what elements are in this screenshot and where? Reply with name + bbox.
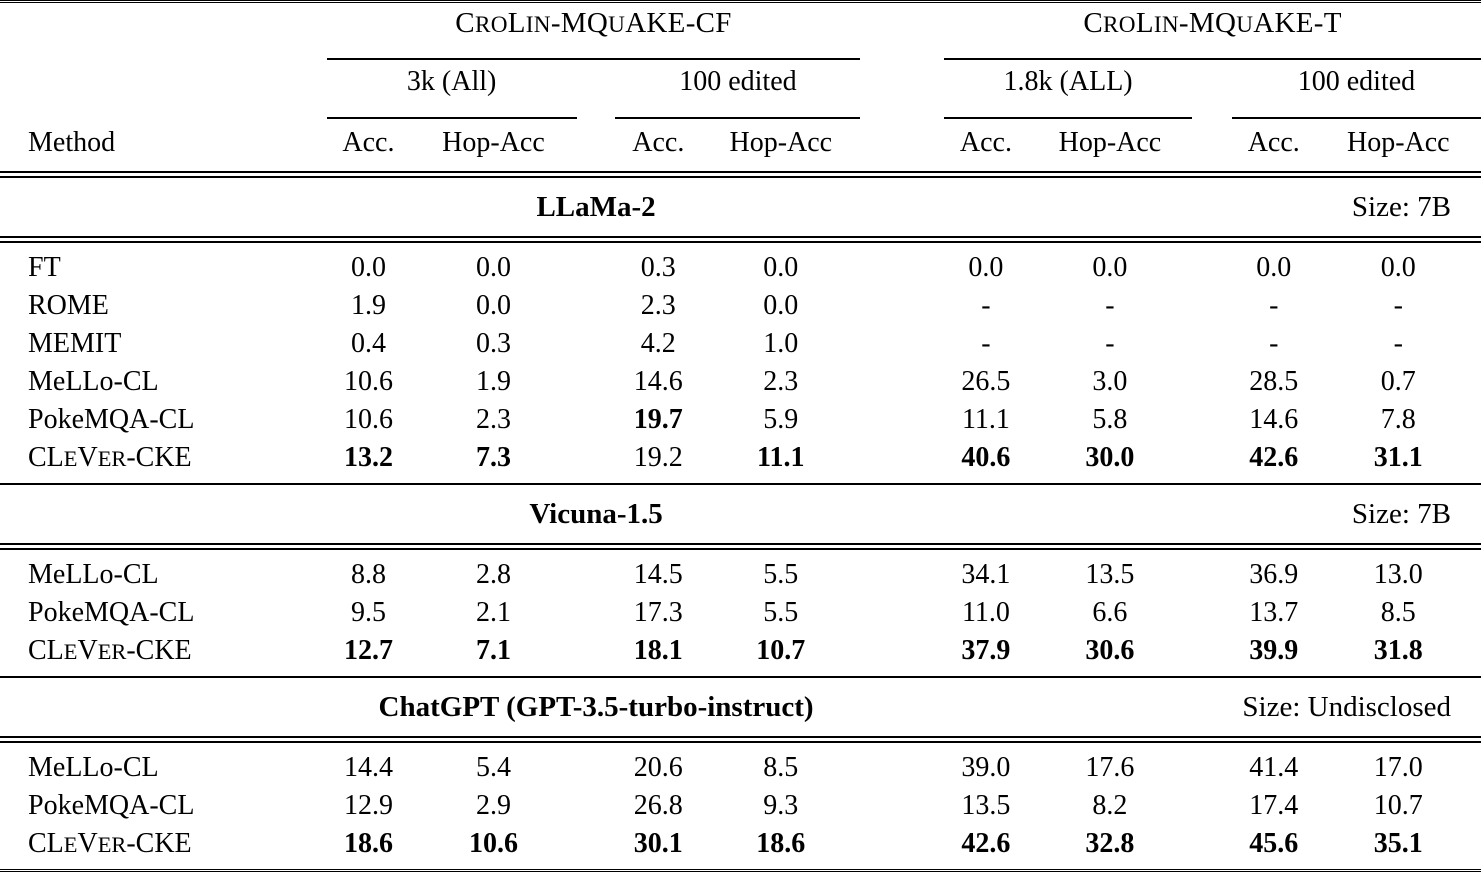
cell-t-edited-acc: - — [1232, 287, 1316, 325]
section-model-name: ChatGPT (GPT-3.5-turbo-instruct) — [0, 677, 1192, 737]
smallcap-segment: U — [608, 12, 625, 38]
cell-t-all-hopacc: 32.8 — [1028, 825, 1192, 871]
section-model-size: Size: 7B — [1192, 177, 1481, 237]
cell-t-all-acc: 37.9 — [944, 632, 1028, 676]
row-gap-2 — [860, 363, 944, 401]
subset-cf-edited: 100 edited — [615, 59, 860, 104]
row-gap-3 — [1192, 825, 1232, 871]
cell-cf-edited-hopacc: 5.9 — [701, 401, 860, 439]
cell-cf-all-acc: 0.4 — [327, 325, 411, 363]
cell-cf-edited-hopacc: 9.3 — [701, 787, 860, 825]
section-header-row — [0, 484, 1481, 544]
row-gap-2 — [860, 401, 944, 439]
column-header-cf-edited-acc: Acc. — [615, 118, 701, 172]
cell-cf-edited-acc: 19.7 — [615, 401, 701, 439]
row-gap-1 — [577, 242, 616, 287]
cell-t-all-acc: 11.0 — [944, 594, 1028, 632]
subset-t-all: 1.8k (ALL) — [944, 59, 1192, 104]
cell-t-edited-acc: 39.9 — [1232, 632, 1316, 676]
row-gap-2 — [860, 594, 944, 632]
cell-cf-edited-hopacc: 11.1 — [701, 439, 860, 483]
section-model-size: Size: Undisclosed — [1192, 677, 1481, 737]
method-label: CLEVER-CKE — [0, 825, 327, 871]
dataset-gap — [860, 2, 944, 46]
table-row — [0, 242, 1481, 287]
cell-cf-edited-hopacc: 5.5 — [701, 594, 860, 632]
header-gap-1 — [577, 118, 616, 172]
cell-cf-all-acc: 12.9 — [327, 787, 411, 825]
cell-cf-edited-hopacc: 8.5 — [701, 742, 860, 787]
section-header-row — [0, 677, 1481, 737]
row-gap-3 — [1192, 287, 1232, 325]
cell-cf-edited-acc: 20.6 — [615, 742, 701, 787]
table-row — [0, 742, 1481, 787]
row-gap-3 — [1192, 742, 1232, 787]
cell-cf-all-hopacc: 2.9 — [410, 787, 576, 825]
cell-cf-all-hopacc: 2.3 — [410, 401, 576, 439]
section-model-name: Vicuna-1.5 — [0, 484, 1192, 544]
row-gap-1 — [577, 787, 616, 825]
cell-t-all-hopacc: 13.5 — [1028, 549, 1192, 594]
cell-cf-all-acc: 10.6 — [327, 401, 411, 439]
cell-t-edited-hopacc: - — [1316, 287, 1481, 325]
method-label: PokeMQA-CL — [0, 787, 327, 825]
cell-t-edited-hopacc: 0.7 — [1316, 363, 1481, 401]
header-gap-2 — [860, 118, 944, 172]
cell-t-edited-acc: 36.9 — [1232, 549, 1316, 594]
smallcap-segment: RO — [1103, 12, 1136, 38]
cell-t-edited-hopacc: 13.0 — [1316, 549, 1481, 594]
cell-cf-edited-acc: 14.6 — [615, 363, 701, 401]
cell-cf-edited-acc: 18.1 — [615, 632, 701, 676]
cell-t-edited-hopacc: 31.1 — [1316, 439, 1481, 483]
table-row — [0, 287, 1481, 325]
row-gap-2 — [860, 742, 944, 787]
table-row — [0, 439, 1481, 483]
row-gap-2 — [860, 787, 944, 825]
cell-cf-all-acc: 13.2 — [327, 439, 411, 483]
cell-t-edited-acc: 13.7 — [1232, 594, 1316, 632]
cell-t-edited-acc: - — [1232, 325, 1316, 363]
column-header-t-all-acc: Acc. — [944, 118, 1028, 172]
column-header-t-edited-acc: Acc. — [1232, 118, 1316, 172]
cell-cf-all-acc: 10.6 — [327, 363, 411, 401]
method-label: MeLLo-CL — [0, 742, 327, 787]
table-row — [0, 594, 1481, 632]
cell-t-all-acc: 13.5 — [944, 787, 1028, 825]
section-model-size: Size: 7B — [1192, 484, 1481, 544]
cell-cf-edited-hopacc: 5.5 — [701, 549, 860, 594]
method-label: MeLLo-CL — [0, 363, 327, 401]
cell-t-edited-acc: 45.6 — [1232, 825, 1316, 871]
cell-t-all-acc: 42.6 — [944, 825, 1028, 871]
cell-cf-all-acc: 8.8 — [327, 549, 411, 594]
empty-corner-2 — [0, 59, 327, 104]
row-gap-1 — [577, 363, 616, 401]
cell-cf-all-acc: 14.4 — [327, 742, 411, 787]
method-label: PokeMQA-CL — [0, 401, 327, 439]
rule-gap-mid — [860, 45, 944, 59]
row-gap-3 — [1192, 787, 1232, 825]
cell-t-edited-acc: 28.5 — [1232, 363, 1316, 401]
cell-t-edited-hopacc: 7.8 — [1316, 401, 1481, 439]
cell-t-all-acc: 11.1 — [944, 401, 1028, 439]
column-header-cf-edited-hopacc: Hop-Acc — [701, 118, 860, 172]
cell-cf-edited-hopacc: 1.0 — [701, 325, 860, 363]
table-row — [0, 825, 1481, 871]
row-gap-1 — [577, 549, 616, 594]
cell-t-edited-acc: 17.4 — [1232, 787, 1316, 825]
cell-t-all-hopacc: 8.2 — [1028, 787, 1192, 825]
column-header-method: Method — [0, 118, 327, 172]
table-row — [0, 363, 1481, 401]
subrule-cf-edited — [615, 104, 860, 118]
cell-t-all-hopacc: - — [1028, 325, 1192, 363]
cell-cf-all-hopacc: 0.3 — [410, 325, 576, 363]
method-label: MeLLo-CL — [0, 549, 327, 594]
row-gap-1 — [577, 825, 616, 871]
method-label: CLEVER-CKE — [0, 439, 327, 483]
subset-gap-3 — [1192, 59, 1232, 104]
smallcap-segment: RO — [475, 12, 508, 38]
row-gap-1 — [577, 401, 616, 439]
method-label: ROME — [0, 287, 327, 325]
row-gap-3 — [1192, 632, 1232, 676]
header-gap-3 — [1192, 118, 1232, 172]
cell-cf-all-hopacc: 0.0 — [410, 242, 576, 287]
subrule-cf-all — [327, 104, 577, 118]
table-row — [0, 401, 1481, 439]
row-gap-1 — [577, 594, 616, 632]
cell-t-edited-hopacc: 31.8 — [1316, 632, 1481, 676]
column-header-cf-all-hopacc: Hop-Acc — [410, 118, 576, 172]
cell-t-all-hopacc: 17.6 — [1028, 742, 1192, 787]
row-gap-2 — [860, 439, 944, 483]
cell-t-edited-hopacc: - — [1316, 325, 1481, 363]
subset-t-edited: 100 edited — [1232, 59, 1481, 104]
row-gap-1 — [577, 439, 616, 483]
row-gap-3 — [1192, 549, 1232, 594]
cell-t-edited-acc: 14.6 — [1232, 401, 1316, 439]
subrule-gap-3 — [1192, 104, 1232, 118]
cell-cf-all-hopacc: 7.1 — [410, 632, 576, 676]
table-row — [0, 325, 1481, 363]
cell-t-all-acc: 40.6 — [944, 439, 1028, 483]
cell-cf-edited-acc: 14.5 — [615, 549, 701, 594]
row-gap-3 — [1192, 325, 1232, 363]
method-label: FT — [0, 242, 327, 287]
row-gap-1 — [577, 632, 616, 676]
cell-t-all-hopacc: - — [1028, 287, 1192, 325]
cell-t-all-hopacc: 0.0 — [1028, 242, 1192, 287]
row-gap-1 — [577, 742, 616, 787]
cell-cf-edited-hopacc: 2.3 — [701, 363, 860, 401]
table-row — [0, 549, 1481, 594]
cell-t-all-acc: 39.0 — [944, 742, 1028, 787]
subrule-t-all — [944, 104, 1192, 118]
cell-cf-all-hopacc: 0.0 — [410, 287, 576, 325]
section-model-name: LLaMa-2 — [0, 177, 1192, 237]
row-gap-3 — [1192, 594, 1232, 632]
row-gap-3 — [1192, 242, 1232, 287]
cell-t-all-hopacc: 6.6 — [1028, 594, 1192, 632]
cell-cf-edited-hopacc: 18.6 — [701, 825, 860, 871]
cell-t-all-acc: 0.0 — [944, 242, 1028, 287]
empty-corner — [0, 2, 327, 46]
cell-cf-all-hopacc: 2.8 — [410, 549, 576, 594]
cell-cf-all-hopacc: 10.6 — [410, 825, 576, 871]
dataset-title-crolin-mquake-cf: CROLIN-MQUAKE-CF — [327, 2, 861, 46]
cell-cf-all-acc: 0.0 — [327, 242, 411, 287]
section-header-row — [0, 177, 1481, 237]
cell-t-all-acc: 26.5 — [944, 363, 1028, 401]
row-gap-3 — [1192, 363, 1232, 401]
cell-t-edited-hopacc: 17.0 — [1316, 742, 1481, 787]
method-label: PokeMQA-CL — [0, 594, 327, 632]
cell-cf-all-hopacc: 5.4 — [410, 742, 576, 787]
row-gap-2 — [860, 287, 944, 325]
metric-header-row — [0, 118, 1481, 172]
cell-cf-all-acc: 1.9 — [327, 287, 411, 325]
row-gap-1 — [577, 287, 616, 325]
rule-crolin-mquake-cf — [327, 45, 861, 59]
subrule-t-edited — [1232, 104, 1481, 118]
rule-crolin-mquake-t — [944, 45, 1481, 59]
cell-cf-edited-acc: 19.2 — [615, 439, 701, 483]
cell-cf-edited-hopacc: 0.0 — [701, 287, 860, 325]
cell-t-edited-hopacc: 10.7 — [1316, 787, 1481, 825]
subrule-gap-1 — [577, 104, 616, 118]
cell-cf-all-acc: 12.7 — [327, 632, 411, 676]
dataset-title-crolin-mquake-t: CROLIN-MQUAKE-T — [944, 2, 1481, 46]
row-gap-2 — [860, 325, 944, 363]
row-gap-2 — [860, 242, 944, 287]
row-gap-2 — [860, 825, 944, 871]
cell-t-edited-acc: 42.6 — [1232, 439, 1316, 483]
row-gap-1 — [577, 325, 616, 363]
table-row — [0, 787, 1481, 825]
subset-gap-2 — [860, 59, 944, 104]
subrule-gap-0 — [0, 104, 327, 118]
cell-t-edited-acc: 41.4 — [1232, 742, 1316, 787]
method-label: CLEVER-CKE — [0, 632, 327, 676]
cell-t-edited-acc: 0.0 — [1232, 242, 1316, 287]
cell-cf-all-acc: 18.6 — [327, 825, 411, 871]
column-header-t-edited-hopacc: Hop-Acc — [1316, 118, 1481, 172]
cell-cf-edited-acc: 2.3 — [615, 287, 701, 325]
cell-t-all-hopacc: 3.0 — [1028, 363, 1192, 401]
row-gap-3 — [1192, 401, 1232, 439]
dataset-group-rule-row — [0, 45, 1481, 59]
subset-cf-all: 3k (All) — [327, 59, 577, 104]
method-label: MEMIT — [0, 325, 327, 363]
cell-cf-all-hopacc: 2.1 — [410, 594, 576, 632]
cell-t-all-hopacc: 5.8 — [1028, 401, 1192, 439]
column-header-t-all-hopacc: Hop-Acc — [1028, 118, 1192, 172]
row-gap-2 — [860, 632, 944, 676]
cell-t-all-acc: - — [944, 287, 1028, 325]
smallcap-segment: U — [1236, 12, 1253, 38]
subrule-gap-2 — [860, 104, 944, 118]
dataset-title-row — [0, 2, 1481, 46]
row-gap-2 — [860, 549, 944, 594]
cell-cf-edited-acc: 26.8 — [615, 787, 701, 825]
cell-t-all-hopacc: 30.0 — [1028, 439, 1192, 483]
cell-cf-edited-acc: 17.3 — [615, 594, 701, 632]
row-gap-3 — [1192, 439, 1232, 483]
cell-cf-edited-acc: 30.1 — [615, 825, 701, 871]
rule-gap-left — [0, 45, 327, 59]
subset-gap-1 — [577, 59, 616, 104]
table-row — [0, 632, 1481, 676]
smallcap-segment: IN — [526, 12, 551, 38]
column-header-cf-all-acc: Acc. — [327, 118, 411, 172]
cell-cf-all-hopacc: 7.3 — [410, 439, 576, 483]
cell-cf-edited-hopacc: 0.0 — [701, 242, 860, 287]
cell-cf-all-hopacc: 1.9 — [410, 363, 576, 401]
subset-title-row — [0, 59, 1481, 104]
smallcap-segment: IN — [1154, 12, 1179, 38]
subset-group-rule-row — [0, 104, 1481, 118]
cell-t-edited-hopacc: 0.0 — [1316, 242, 1481, 287]
cell-cf-edited-hopacc: 10.7 — [701, 632, 860, 676]
cell-t-all-acc: 34.1 — [944, 549, 1028, 594]
cell-cf-edited-acc: 4.2 — [615, 325, 701, 363]
cell-t-all-acc: - — [944, 325, 1028, 363]
cell-t-edited-hopacc: 35.1 — [1316, 825, 1481, 871]
cell-cf-all-acc: 9.5 — [327, 594, 411, 632]
cell-t-all-hopacc: 30.6 — [1028, 632, 1192, 676]
cell-t-edited-hopacc: 8.5 — [1316, 594, 1481, 632]
cell-cf-edited-acc: 0.3 — [615, 242, 701, 287]
